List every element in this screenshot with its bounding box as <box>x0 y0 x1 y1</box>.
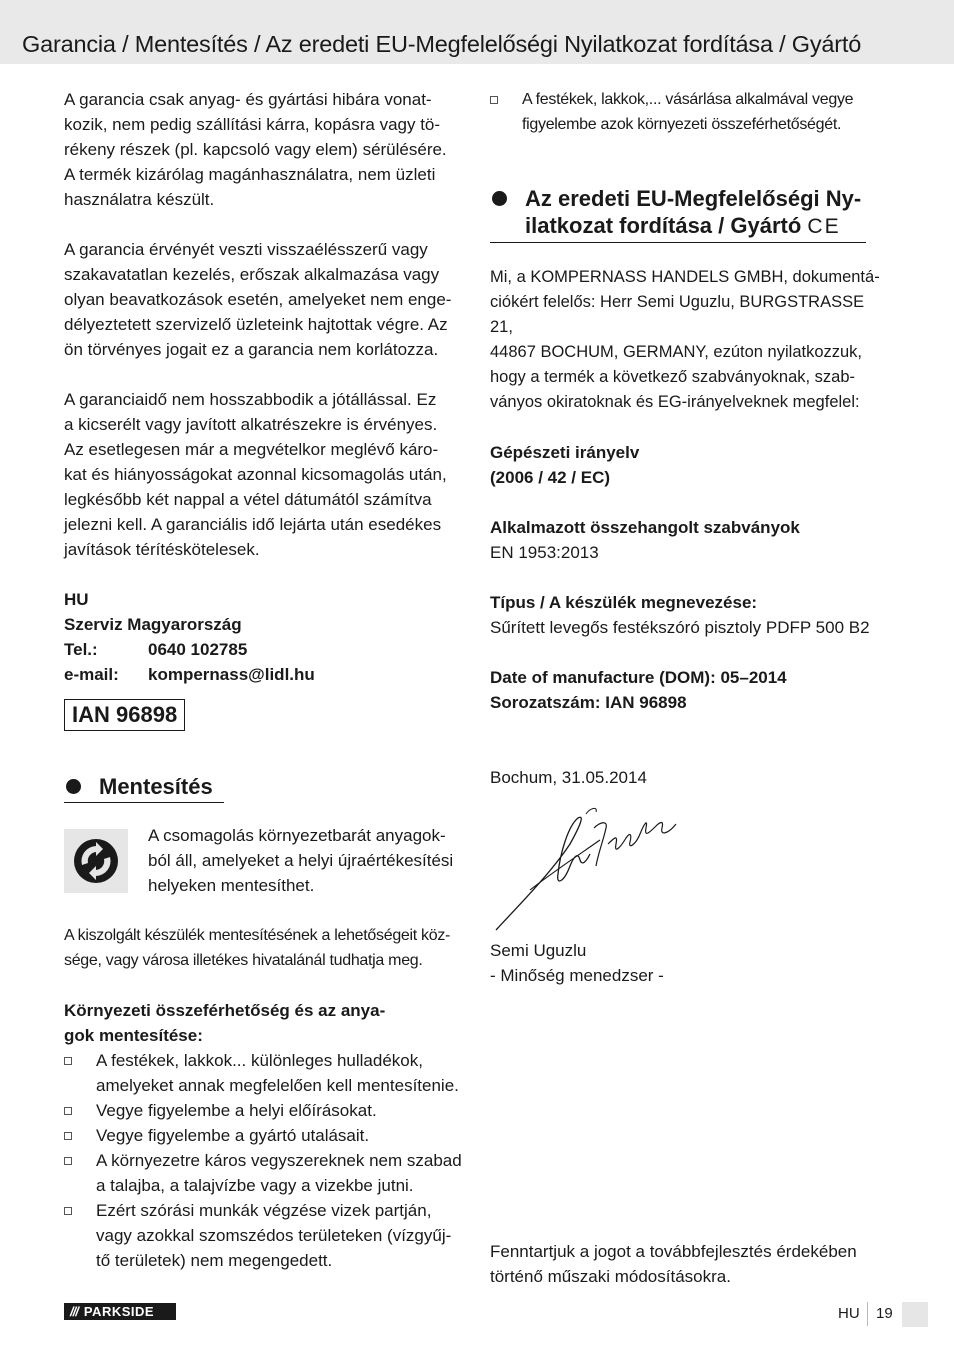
env-heading <box>64 998 464 1048</box>
text-line: Ezért szórási munkák végzése vizek partján, <box>96 1201 432 1220</box>
text-line: a kicserélt vagy javított alkatrészekre is érvényes. <box>64 415 438 434</box>
text-line: a talajba, a talajvízbe vagy a vizekbe jutni. <box>96 1176 414 1195</box>
text-line: amelyeket annak megfelelően kell mentesítenie. <box>96 1076 459 1095</box>
list-item <box>64 1098 464 1123</box>
place-date: Bochum, 31.05.2014 <box>490 768 647 787</box>
warranty-paragraph-2 <box>64 237 464 362</box>
text-line: ilatkozat fordítása / Gyártó <box>525 213 802 238</box>
text-line: ciókért felelős: Herr Semi Uguzlu, BURGSTRASSE 21, <box>490 293 865 336</box>
right-column <box>490 87 890 988</box>
checkbox-square-icon <box>490 96 498 104</box>
text-line: szakavatatlan kezelés, erőszak alkalmazása vagy <box>64 265 440 284</box>
page-title: Garancia / Mentesítés / Az eredeti EU-Megfelelőségi Nyilatkozat fordítása / Gyártó <box>22 31 862 57</box>
text-line: Mi, a KOMPERNASS HANDELS GMBH, dokumentá- <box>490 268 880 286</box>
env-list-continued <box>490 87 890 137</box>
text-line: használatra készült. <box>64 190 215 209</box>
text-line: sége, vagy városa illetékes hivatalánál tudhatja meg. <box>64 952 423 969</box>
text-line: ön törvényes jogait ez a garancia nem korlátozza. <box>64 340 439 359</box>
list-item <box>64 1123 464 1148</box>
signature-image <box>490 804 700 932</box>
text-line: délyeztetett szervizelő üzleteink hajtottak végre. Az <box>64 315 448 334</box>
footer-language: HU <box>838 1305 860 1322</box>
checkbox-square-icon <box>64 1207 72 1215</box>
tel-label: Tel.: <box>64 640 98 659</box>
checkbox-square-icon <box>64 1107 72 1115</box>
tel-value: 0640 102785 <box>148 640 248 659</box>
text-line: vagy azokkal szomszédos területeken (vízgyűj- <box>96 1226 452 1245</box>
type-label: Típus / A készülék megnevezése: <box>490 593 758 612</box>
text-line: Az eredeti EU-Megfelelőségi Ny- <box>525 186 862 211</box>
text-line: A festékek, lakkok... különleges hulladékok, <box>96 1051 423 1070</box>
footer-divider <box>867 1302 868 1326</box>
warranty-paragraph-1 <box>64 87 464 212</box>
disposal-heading <box>64 773 224 803</box>
text-line: A festékek, lakkok,... vásárlása alkalmával vegye <box>522 91 854 108</box>
service-tel-row <box>64 637 464 662</box>
text-line: hogy a termék a következő szabványoknak, szab- <box>490 368 856 386</box>
env-list <box>64 1048 464 1273</box>
recycle-icon <box>64 829 128 893</box>
footer-tab-box <box>902 1302 928 1327</box>
text-line: rékeny részek (pl. kapcsoló vagy elem) sérülésére. <box>64 140 447 159</box>
text-line: kat és hiányosságokat azonnal kicsomagolás után, <box>64 465 447 484</box>
service-name: Szerviz Magyarország <box>64 615 242 634</box>
text-line: Vegye figyelembe a helyi előírásokat. <box>96 1101 377 1120</box>
bullet-dot-icon <box>492 191 507 206</box>
directive <box>490 440 890 490</box>
ian-box: IAN 96898 <box>64 699 185 731</box>
text-line: A környezetre káros vegyszereknek nem szabad <box>96 1151 462 1170</box>
disposal-heading-text: Mentesítés <box>99 774 213 799</box>
text-line: Az esetlegesen már a megvételkor meglévő káro- <box>64 440 439 459</box>
text-line: javítások térítéskötelesek. <box>64 540 260 559</box>
text-line: kozik, nem pedig szállítási kárra, kopásra vagy tö- <box>64 115 441 134</box>
text-line: olyan beavatkozások esetén, amelyeket nem enge- <box>64 290 452 309</box>
text-line: Környezeti összeférhetőség és az anya- <box>64 1001 386 1020</box>
text-line: legkésőbb két nappal a vétel dátumától számítva <box>64 490 432 509</box>
text-line: ványos okiratoknak és EG-irányelveknek megfelel: <box>490 393 860 411</box>
service-country: HU <box>64 590 89 609</box>
list-item <box>64 1048 464 1098</box>
email-value: kompernass@lidl.hu <box>148 665 315 684</box>
text-line: Fenntartjuk a jogot a továbbfejlesztés érdekében <box>490 1242 857 1261</box>
disposal-paragraph <box>64 923 464 973</box>
text-line: (2006 / 42 / EC) <box>490 468 611 487</box>
text-line: A kiszolgált készülék mentesítésének a lehetőségeit köz- <box>64 927 451 944</box>
signer-name: Semi Uguzlu <box>490 941 587 960</box>
serial-number: Sorozatszám: IAN 96898 <box>490 693 687 712</box>
date-of-manufacture: Date of manufacture (DOM): 05–2014 <box>490 668 787 687</box>
text-line: 44867 BOCHUM, GERMANY, ezúton nyilatkozzuk, <box>490 343 863 361</box>
list-item <box>490 87 890 137</box>
text-line: figyelembe azok környezeti összeférhetőségét. <box>522 116 842 133</box>
left-column <box>64 87 464 1273</box>
text-line: A garancia csak anyag- és gyártási hibára vonat- <box>64 90 432 109</box>
type-value: Sűrített levegős festékszóró pisztoly PDFP 500 B2 <box>490 618 870 637</box>
checkbox-square-icon <box>64 1057 72 1065</box>
technical-note <box>490 1239 890 1289</box>
text-line: jelezni kell. A garanciális idő lejárta után esedékes <box>64 515 442 534</box>
text-line: A csomagolás környezetbarát anyagok- <box>148 826 446 845</box>
bullet-dot-icon <box>66 779 81 794</box>
text-line: ból áll, amelyeket a helyi újraértékesítési <box>148 851 454 870</box>
text-line: helyeken mentesíthet. <box>148 876 315 895</box>
text-line: gok mentesítése: <box>64 1026 203 1045</box>
list-item <box>64 1198 464 1273</box>
ce-mark-icon: CE <box>807 215 841 238</box>
standards-value: EN 1953:2013 <box>490 543 599 562</box>
recycle-text <box>148 823 453 898</box>
declaration-heading <box>490 185 866 243</box>
logo-text: PARKSIDE <box>83 1304 155 1319</box>
recycle-block <box>64 823 464 898</box>
checkbox-square-icon <box>64 1132 72 1140</box>
service-contact <box>64 587 464 687</box>
service-email-row <box>64 662 464 687</box>
logo-slashes: /// <box>70 1304 78 1319</box>
warranty-paragraph-3 <box>64 387 464 562</box>
list-item <box>64 1148 464 1198</box>
signer-role: - Minőség menedzser - <box>490 966 664 985</box>
text-line: tő területek) nem megengedett. <box>96 1251 333 1270</box>
text-line: A garancia érvényét veszti visszaélésszerű vagy <box>64 240 428 259</box>
page-number: 19 <box>876 1305 893 1322</box>
text-line: Vegye figyelembe a gyártó utalásait. <box>96 1126 370 1145</box>
text-line: A garanciaidő nem hosszabbodik a jótállással. Ez <box>64 390 437 409</box>
text-line: Gépészeti irányelv <box>490 443 640 462</box>
checkbox-square-icon <box>64 1157 72 1165</box>
declaration-intro <box>490 265 890 415</box>
parkside-logo <box>64 1303 176 1320</box>
standards-label: Alkalmazott összehangolt szabványok <box>490 518 800 537</box>
email-label: e-mail: <box>64 665 119 684</box>
text-line: A termék kizárólag magánhasználatra, nem üzleti <box>64 165 436 184</box>
text-line: történő műszaki módosításokra. <box>490 1267 731 1286</box>
